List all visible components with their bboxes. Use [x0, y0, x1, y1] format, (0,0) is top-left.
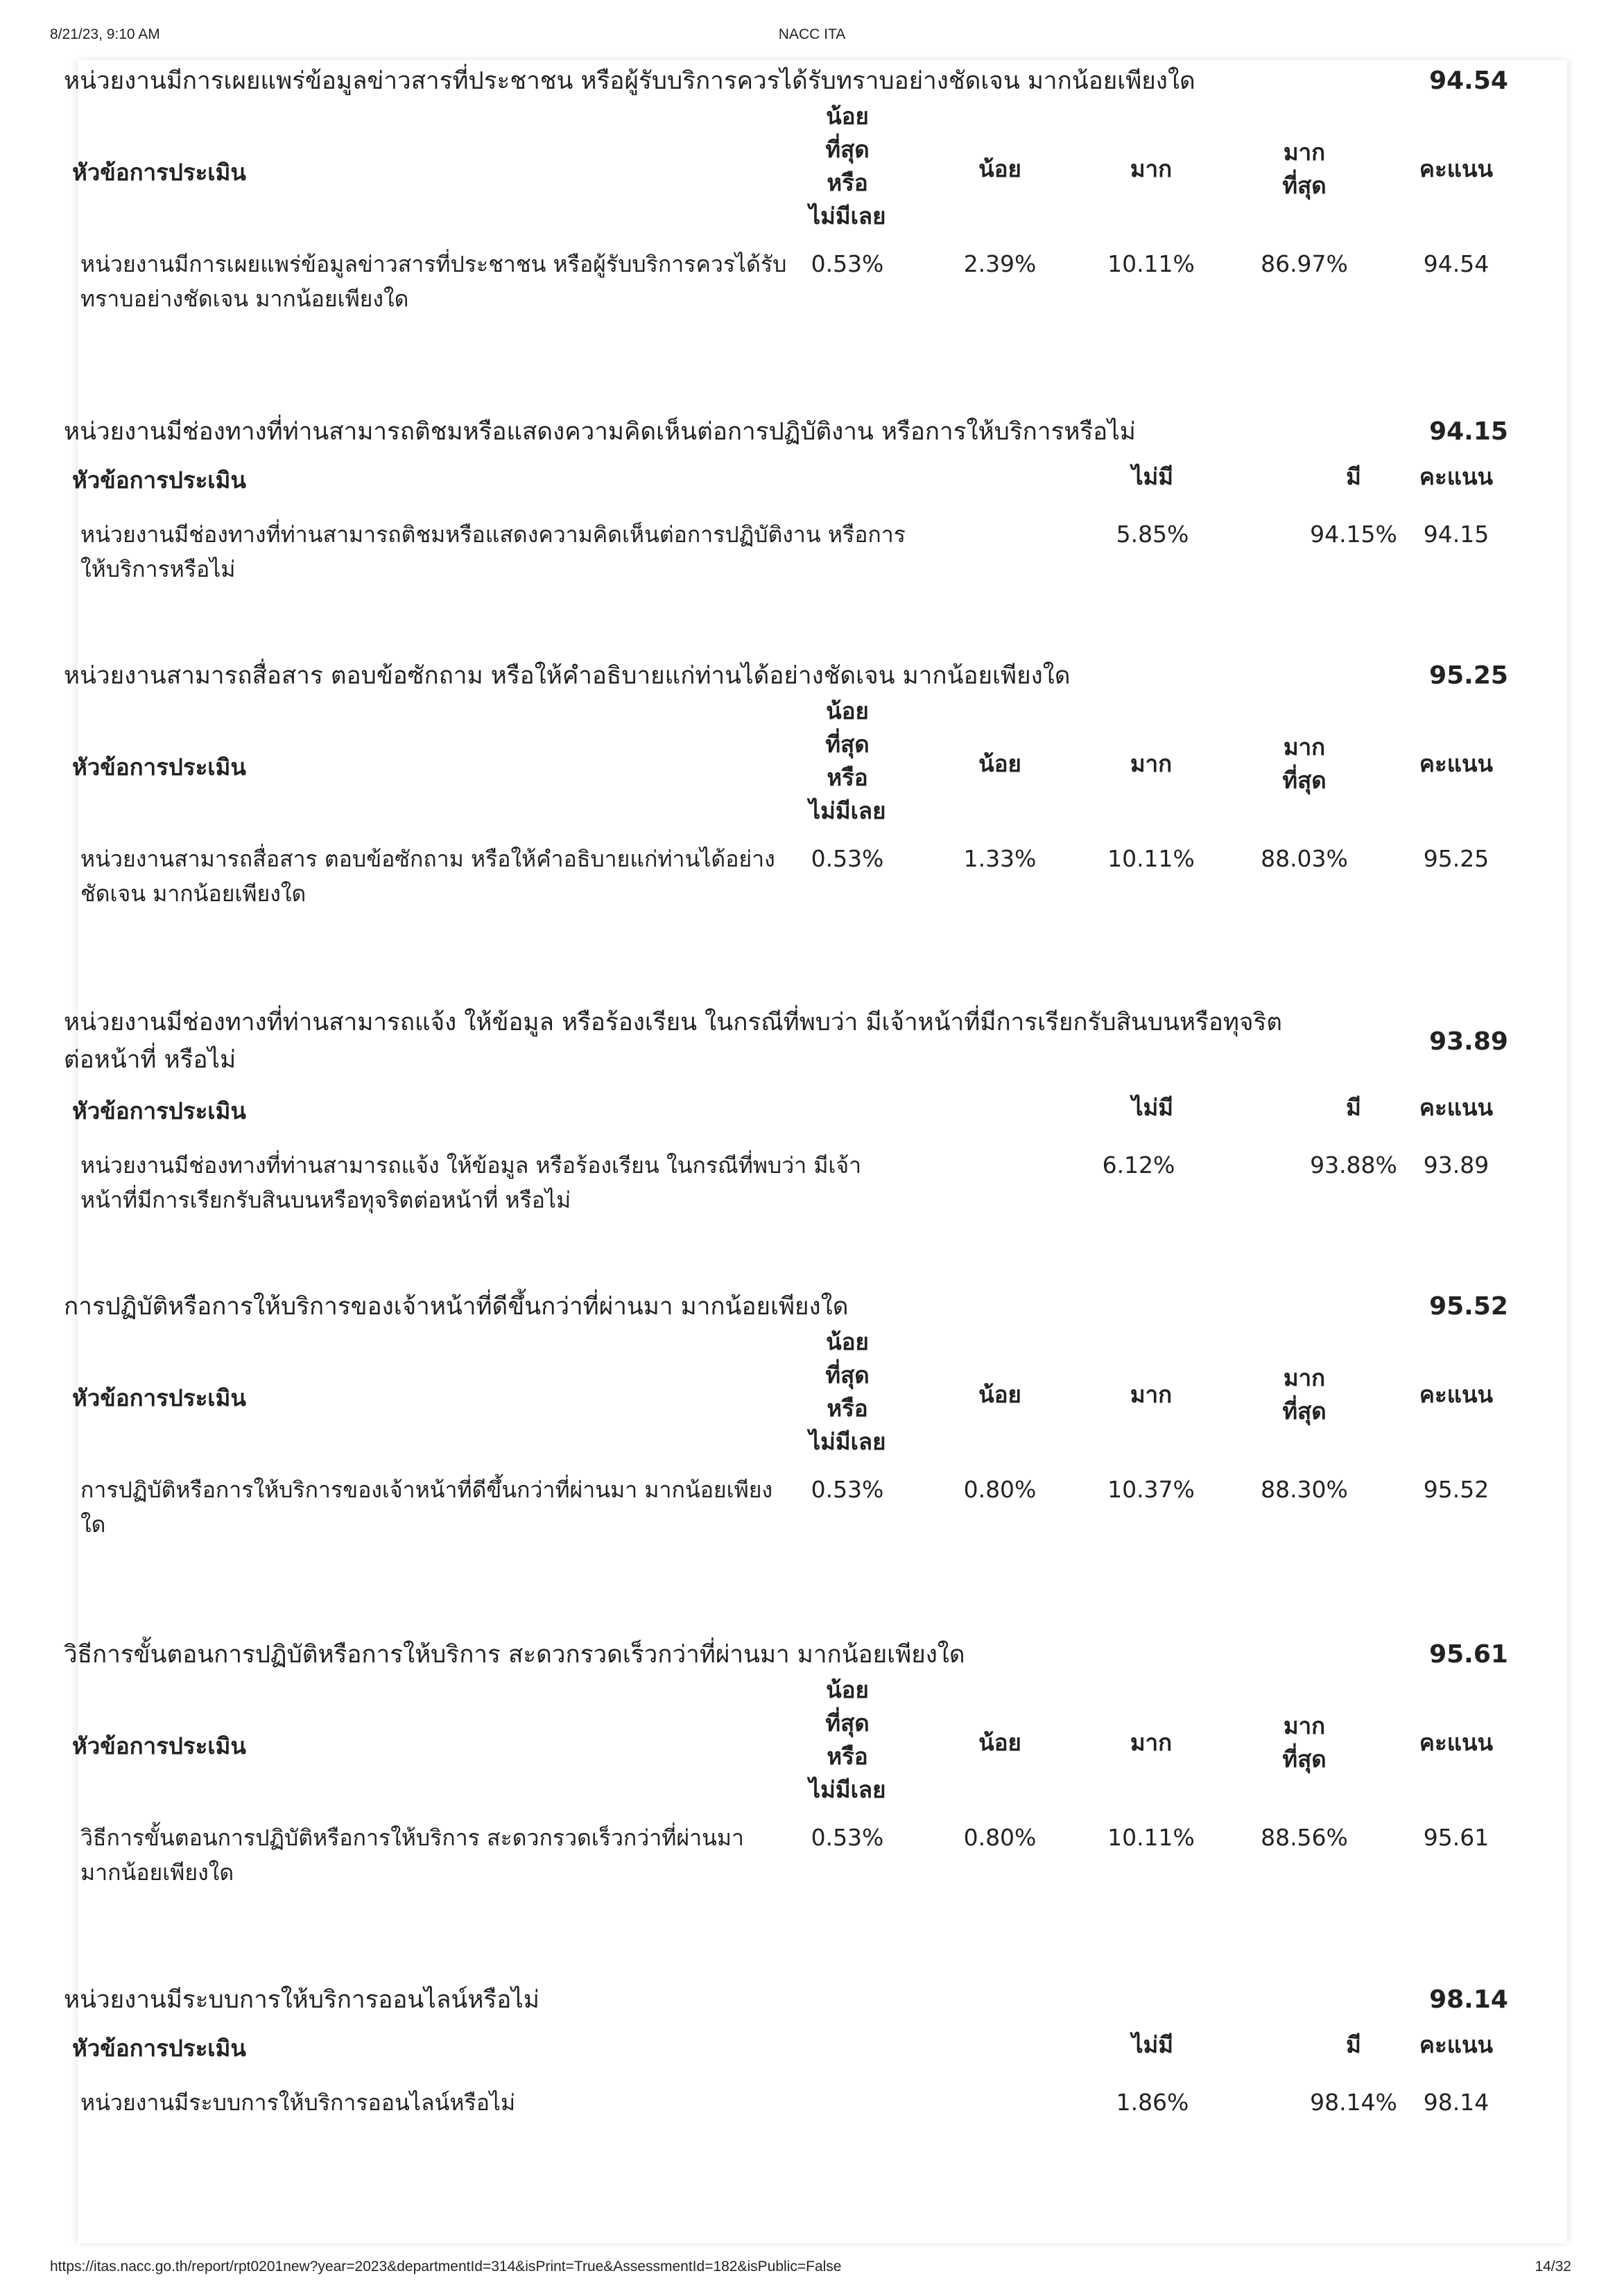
- col-score-header: คะแนน: [1419, 463, 1494, 490]
- col-high-header: มาก: [1130, 750, 1173, 777]
- cell-low: 0.80%: [963, 1824, 1037, 1851]
- section-header: [64, 1632, 1524, 1673]
- table-header-row: [64, 100, 1524, 238]
- section-score: 95.52: [1429, 1292, 1508, 1321]
- cell-high: 10.37%: [1107, 1476, 1195, 1503]
- assessment-section: [64, 409, 1524, 600]
- table-row: [64, 1820, 1524, 1904]
- print-header: [0, 26, 1624, 54]
- section-score: 95.25: [1429, 661, 1508, 690]
- cell-no: 6.12%: [1102, 1151, 1175, 1179]
- assessment-table: [64, 1325, 1524, 1556]
- assessment-section: [64, 1284, 1524, 1556]
- row-topic: หน่วยงานมีช่องทางที่ท่านสามารถติชมหรือแสดงความคิดเห็นต่อการปฏิบัติงาน หรือการให้บริการหรือไม่: [80, 521, 906, 582]
- section-title: หน่วยงานมีช่องทางที่ท่านสามารถแจ้ง ให้ข้อมูล หรือร้องเรียน ในกรณีที่พบว่า มีเจ้าหน้าที่มีการเรียกรับสินบนหรือทุจริตต่อหน้าที่ หรือไม่: [64, 1009, 1282, 1074]
- cell-yes: 94.15%: [1310, 521, 1397, 548]
- cell-yes: 98.14%: [1310, 2089, 1397, 2116]
- cell-score: 98.14: [1423, 2089, 1489, 2116]
- cell-low: 0.80%: [963, 1476, 1037, 1503]
- col-yes-header: มี: [1346, 1094, 1361, 1121]
- table-header-row: [64, 695, 1524, 833]
- assessment-table: [64, 451, 1524, 600]
- cell-no: 1.86%: [1116, 2089, 1189, 2116]
- col-score-header: คะแนน: [1419, 1381, 1494, 1408]
- col-topic-header: หัวข้อการประเมิน: [72, 1097, 246, 1124]
- assessment-section: [64, 58, 1524, 330]
- col-least-header: น้อย ที่สุด หรือ ไม่มีเลย: [809, 1328, 886, 1455]
- section-score: 98.14: [1429, 1985, 1508, 2014]
- cell-low: 2.39%: [963, 250, 1037, 277]
- cell-yes: 93.88%: [1310, 1151, 1397, 1179]
- col-topic-header: หัวข้อการประเมิน: [72, 159, 246, 186]
- cell-highest: 88.30%: [1261, 1476, 1348, 1503]
- section-header: [64, 1000, 1524, 1081]
- table-header-row: [64, 1081, 1524, 1140]
- col-topic-header: หัวข้อการประเมิน: [72, 1732, 246, 1759]
- row-topic: หน่วยงานสามารถสื่อสาร ตอบข้อซักถาม หรือให้คำอธิบายแก่ท่านได้อย่างชัดเจน มากน้อยเพียงใด: [80, 846, 775, 907]
- col-topic-header: หัวข้อการประเมิน: [72, 467, 246, 494]
- cell-high: 10.11%: [1107, 250, 1195, 277]
- col-no-header: ไม่มี: [1131, 2031, 1174, 2058]
- cell-least: 0.53%: [811, 250, 884, 277]
- col-least-header: น้อย ที่สุด หรือ ไม่มีเลย: [809, 697, 886, 824]
- col-score-header: คะแนน: [1419, 1729, 1494, 1756]
- table-header-row: [64, 1325, 1524, 1464]
- print-footer: [0, 2259, 1624, 2286]
- col-least-header: น้อย ที่สุด หรือ ไม่มีเลย: [809, 103, 886, 229]
- section-header: [64, 653, 1524, 695]
- col-high-header: มาก: [1130, 155, 1173, 182]
- row-topic: หน่วยงานมีช่องทางที่ท่านสามารถแจ้ง ให้ข้อมูล หรือร้องเรียน ในกรณีที่พบว่า มีเจ้าหน้าที่มีการเรียกรับสินบนหรือทุจริตต่อหน้าที่ หรือไม่: [80, 1152, 862, 1213]
- table-header-row: [64, 451, 1524, 509]
- section-score: 95.61: [1429, 1640, 1508, 1669]
- assessment-table: [64, 1673, 1524, 1904]
- cell-least: 0.53%: [811, 1824, 884, 1851]
- section-title: หน่วยงานมีช่องทางที่ท่านสามารถติชมหรือแสดงความคิดเห็นต่อการปฏิบัติงาน หรือการให้บริการหรือไม่: [64, 418, 1136, 446]
- assessment-section: [64, 653, 1524, 925]
- col-score-header: คะแนน: [1419, 155, 1494, 182]
- cell-least: 0.53%: [811, 1476, 884, 1503]
- col-topic-header: หัวข้อการประเมิน: [72, 2035, 246, 2062]
- col-score-header: คะแนน: [1419, 1094, 1494, 1121]
- cell-score: 95.25: [1423, 845, 1489, 872]
- col-score-header: คะแนน: [1419, 2031, 1494, 2058]
- section-title: หน่วยงานมีการเผยแพร่ข้อมูลข่าวสารที่ประชาชน หรือผู้รับบริการควรได้รับทราบอย่างชัดเจน มากน้อยเพียงใด: [64, 67, 1195, 95]
- assessment-table: [64, 1081, 1524, 1231]
- table-row: [64, 247, 1524, 330]
- row-topic: หน่วยงานมีการเผยแพร่ข้อมูลข่าวสารที่ประชาชน หรือผู้รับบริการควรได้รับทราบอย่างชัดเจน มากน้อยเพียงใด: [80, 251, 787, 312]
- section-score: 94.15: [1429, 417, 1508, 446]
- assessment-section: [64, 1977, 1524, 2134]
- row-topic: หน่วยงานมีระบบการให้บริการออนไลน์หรือไม่: [80, 2089, 516, 2116]
- col-high-header: มาก: [1130, 1381, 1173, 1408]
- cell-least: 0.53%: [811, 845, 884, 872]
- cell-score: 94.54: [1423, 250, 1489, 277]
- row-topic: วิธีการขั้นตอนการปฏิบัติหรือการให้บริการ สะดวกรวดเร็วกว่าที่ผ่านมา มากน้อยเพียงใด: [80, 1825, 744, 1886]
- cell-highest: 86.97%: [1261, 250, 1348, 277]
- table-row: [64, 517, 1524, 600]
- row-topic: การปฏิบัติหรือการให้บริการของเจ้าหน้าที่ดีขึ้นกว่าที่ผ่านมา มากน้อยเพียงใด: [80, 1477, 773, 1538]
- assessment-section: [64, 1632, 1524, 1904]
- col-yes-header: มี: [1346, 2031, 1361, 2058]
- col-low-header: น้อย: [978, 750, 1021, 777]
- col-no-header: ไม่มี: [1131, 463, 1174, 490]
- section-title: การปฏิบัติหรือการให้บริการของเจ้าหน้าที่ดีขึ้นกว่าที่ผ่านมา มากน้อยเพียงใด: [64, 1293, 849, 1321]
- cell-score: 94.15: [1423, 521, 1489, 548]
- section-title: หน่วยงานมีระบบการให้บริการออนไลน์หรือไม่: [64, 1986, 539, 2014]
- page-number: 14/32: [1535, 2259, 1571, 2275]
- assessment-table: [64, 695, 1524, 925]
- col-no-header: ไม่มี: [1131, 1094, 1174, 1121]
- cell-highest: 88.56%: [1261, 1824, 1348, 1851]
- section-score: 94.54: [1429, 67, 1508, 95]
- table-row: [64, 842, 1524, 925]
- table-row: [64, 1472, 1524, 1556]
- col-high-header: มาก: [1130, 1729, 1173, 1756]
- col-highest-header: มาก ที่สุด: [1282, 733, 1327, 794]
- cell-highest: 88.03%: [1261, 845, 1348, 872]
- section-title: หน่วยงานสามารถสื่อสาร ตอบข้อซักถาม หรือให้คำอธิบายแก่ท่านได้อย่างชัดเจน มากน้อยเพียงใด: [64, 662, 1071, 690]
- cell-no: 5.85%: [1116, 521, 1189, 548]
- section-score: 93.89: [1429, 1027, 1508, 1056]
- assessment-table: [64, 2019, 1524, 2134]
- cell-score: 93.89: [1423, 1151, 1489, 1179]
- cell-score: 95.61: [1423, 1824, 1489, 1851]
- table-row: [64, 1148, 1524, 1231]
- col-low-header: น้อย: [978, 155, 1021, 182]
- table-header-row: [64, 1673, 1524, 1812]
- print-title: NACC ITA: [778, 26, 846, 42]
- col-topic-header: หัวข้อการประเมิน: [72, 754, 246, 781]
- cell-high: 10.11%: [1107, 1824, 1195, 1851]
- col-low-header: น้อย: [978, 1729, 1021, 1756]
- cell-score: 95.52: [1423, 1476, 1489, 1503]
- print-datetime: 8/21/23, 9:10 AM: [50, 26, 160, 42]
- section-header: [64, 58, 1524, 100]
- section-header: [64, 1284, 1524, 1325]
- col-topic-header: หัวข้อการประเมิน: [72, 1384, 246, 1411]
- assessment-section: [64, 1000, 1524, 1231]
- cell-high: 10.11%: [1107, 845, 1195, 872]
- col-yes-header: มี: [1346, 463, 1361, 490]
- col-highest-header: มาก ที่สุด: [1282, 1364, 1327, 1425]
- table-header-row: [64, 2019, 1524, 2077]
- section-header: [64, 1977, 1524, 2019]
- page-url: https://itas.nacc.go.th/report/rpt0201new?year=2023&departmentId=314&isPrint=True&AssessmentId=182&isPublic=False: [50, 2259, 842, 2275]
- assessment-table: [64, 100, 1524, 330]
- cell-low: 1.33%: [963, 845, 1037, 872]
- col-highest-header: มาก ที่สุด: [1282, 1712, 1327, 1773]
- table-row: [64, 2085, 1524, 2134]
- col-least-header: น้อย ที่สุด หรือ ไม่มีเลย: [809, 1676, 886, 1803]
- col-score-header: คะแนน: [1419, 750, 1494, 777]
- section-title: วิธีการขั้นตอนการปฏิบัติหรือการให้บริการ สะดวกรวดเร็วกว่าที่ผ่านมา มากน้อยเพียงใด: [64, 1641, 965, 1669]
- col-low-header: น้อย: [978, 1381, 1021, 1408]
- col-highest-header: มาก ที่สุด: [1282, 139, 1327, 199]
- section-header: [64, 409, 1524, 451]
